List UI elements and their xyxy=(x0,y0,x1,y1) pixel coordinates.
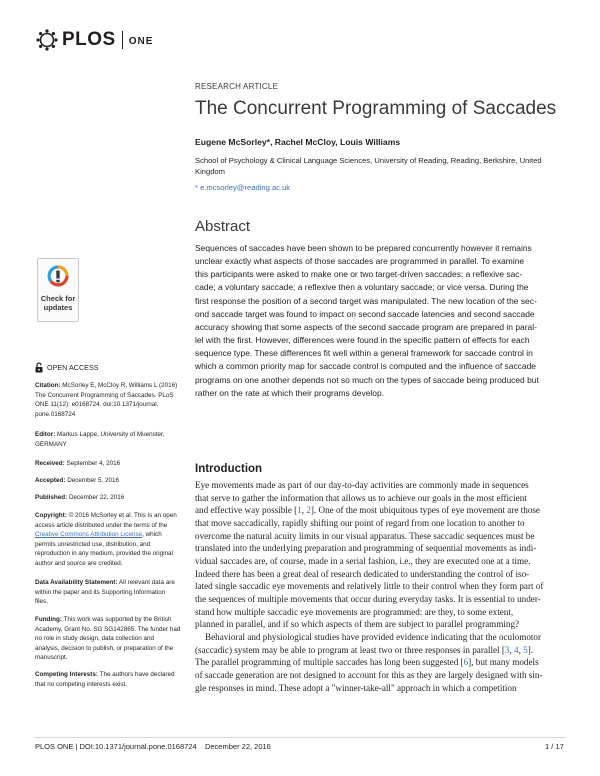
citation-label: Citation: xyxy=(35,382,61,389)
body-line: translated into the underlying preparation and programming of sequential movements as indi- xyxy=(195,543,537,554)
copyright-block xyxy=(35,511,177,569)
accepted-value: December 5, 2016 xyxy=(67,477,120,484)
copyright-text: , which xyxy=(142,531,162,539)
email-link[interactable]: e.mcsorley@reading.ac.uk xyxy=(200,183,291,192)
published-label: Published: xyxy=(35,494,68,501)
body-text: (saccadic) system may be able to program at least two or three responses in parallel [ xyxy=(195,644,505,655)
body-text: ], but many models xyxy=(468,657,539,668)
body-line: Indeed there has been a great deal of research dedicated to understanding the control of iso- xyxy=(195,568,530,579)
copyright-text: permits unrestricted use, distribution, and xyxy=(35,540,151,548)
citation-block xyxy=(35,381,178,419)
abstract-line: lel with the first. However, differences were found in the specific pattern of effects for each xyxy=(195,335,530,346)
check-updates-line: updates xyxy=(43,303,73,312)
copyright-text: access article distributed under the terms of the xyxy=(35,521,168,529)
article-title: The Concurrent Programming of Saccades xyxy=(195,98,557,119)
copyright-label: Copyright: xyxy=(35,512,67,519)
body-line: of saccade generation are not designed to account for this as they are largely designed with sin- xyxy=(195,669,543,680)
abstract-line: Sequences of saccades have been shown to be prepared concurrently however it remains xyxy=(195,243,532,253)
check-for-updates-badge[interactable] xyxy=(37,258,79,322)
body-line: gle responses in mind. These adopt a "winner-take-all" approach in which a competition xyxy=(195,682,517,693)
body-line: that move saccadically, rapidly shifting our point of regard from one location to another to xyxy=(195,517,525,528)
body-line: the sequences of multiple movements that occur during everyday tasks. It is essential to under- xyxy=(195,593,541,604)
abstract-line: this participants were asked to make one or two target-driven saccades: a reflexive sac- xyxy=(195,269,523,280)
logo-brand: PLOS xyxy=(62,29,116,50)
funding-text: This work was supported by the British xyxy=(63,616,172,623)
editor-label: Editor: xyxy=(35,431,56,438)
data-availability-block xyxy=(35,578,175,607)
published-value: December 22, 2016 xyxy=(68,494,125,501)
copyright-text: reproduction in any medium, provided the original xyxy=(35,550,173,558)
abstract-line: rather on the rate at which their programs develop. xyxy=(195,387,385,398)
logo-separator xyxy=(122,31,123,49)
abstract-line: accuracy showing that some aspects of the second saccade program are prepared in paral- xyxy=(195,321,537,332)
corresponding-marker: * xyxy=(195,183,198,192)
affiliation-line: School of Psychology & Clinical Language Sciences, University of Reading, Reading, Berkshire, United xyxy=(195,156,542,165)
citation-text: McSorley E, McCloy R, Williams L (2016) xyxy=(62,382,178,389)
citation-text: ONE 11(12): e0168724. doi:10.1371/journal. xyxy=(35,401,159,409)
abstract-line: unclear exactly what aspects of those saccades are programmed in parallel. To examine xyxy=(195,256,525,267)
competing-text: that no competing interests exist. xyxy=(35,680,128,688)
published-date xyxy=(35,493,165,503)
abstract-line: programs on one another depends not so much on the types of saccade being produced but xyxy=(195,374,539,385)
data-availability-text: All relevant data are xyxy=(118,579,175,586)
introduction-text xyxy=(195,479,567,694)
funding-text: no role in study design, data collection and xyxy=(35,635,155,643)
citation-text: pone.0168724 xyxy=(35,410,76,418)
copyright-text: author and source are credited. xyxy=(35,559,123,567)
copyright-text: © 2016 McSorley et al. This is an open xyxy=(68,512,177,519)
accepted-date xyxy=(35,476,165,486)
funding-block xyxy=(35,615,181,663)
reference-link[interactable]: 5 xyxy=(523,644,528,655)
abstract-line: ond saccade target was found to impact on second saccade latencies and second saccade xyxy=(195,308,535,319)
reference-link[interactable]: 1 xyxy=(297,505,302,516)
body-line xyxy=(195,656,567,669)
corresponding-email xyxy=(195,183,290,192)
open-lock-icon xyxy=(35,362,43,373)
check-updates-icon xyxy=(47,265,69,287)
reference-link[interactable]: 3 xyxy=(504,644,510,655)
data-availability-text: within the paper and its Supporting Information xyxy=(35,588,166,596)
introduction-heading: Introduction xyxy=(195,463,263,475)
body-line: planned in parallel, and if so which aspects of them are subject to parallel programming? xyxy=(195,619,520,630)
received-label: Received: xyxy=(35,460,65,467)
abstract-line: which a common priority map for saccade control is computed and the influence of saccade xyxy=(195,361,536,372)
cc-license-link[interactable]: Creative Commons Attribution License xyxy=(35,531,143,539)
data-availability-label: Data Availability Statement: xyxy=(35,579,118,586)
body-line: that serve to gather the information that allows us to achieve our goals in the most efficient xyxy=(195,492,527,503)
reference-link[interactable]: 2 xyxy=(306,505,311,516)
funding-text: manuscript. xyxy=(35,654,68,662)
body-text: ]. One of the most ubiquitous types of eye movement are those xyxy=(310,505,540,516)
plos-dots-icon xyxy=(36,29,58,51)
body-line: lated single saccadic eye movements and relatively little to their control when they form part of xyxy=(195,581,544,592)
body-line: and effective way possible [1, 2]. One of the most ubiquitous types of eye movement are those xyxy=(195,505,540,516)
body-line: overcome the natural acuity limits in our visual apparatus. These saccadic sequences must be xyxy=(195,530,535,541)
competing-label: Competing Interests: xyxy=(35,671,98,678)
received-value: September 4, 2016 xyxy=(66,460,121,467)
logo-journal: ONE xyxy=(128,35,154,47)
affiliation-line: Kingdom xyxy=(195,167,225,176)
open-access-label: OPEN ACCESS xyxy=(47,363,99,372)
reference-link[interactable]: 4 xyxy=(514,644,519,655)
affiliation xyxy=(195,155,555,177)
abstract-text xyxy=(195,242,565,400)
abstract-line: cade; a voluntary saccade; a reflexive then a voluntary saccade; or vice versa. During the xyxy=(195,282,529,293)
author-list: Eugene McSorley*, Rachel McCloy, Louis Williams xyxy=(195,137,401,147)
competing-text: The authors have declared xyxy=(99,671,175,678)
editor-block xyxy=(35,430,165,449)
plos-one-logo xyxy=(36,28,153,52)
funding-label: Funding: xyxy=(35,616,62,623)
citation-text: The Concurrent Programming of Saccades. PLoS xyxy=(35,391,174,399)
check-updates-line: Check for xyxy=(40,294,76,303)
body-text: ]. xyxy=(527,644,534,655)
reference-link[interactable]: 6 xyxy=(463,657,469,668)
editor-text: GERMANY xyxy=(35,440,67,448)
funding-text: analysis, decision to publish, or preparation of the xyxy=(35,644,174,652)
body-line: stand how multiple saccadic eye movements are programmed: are they, to some extent, xyxy=(195,606,514,617)
check-updates-label xyxy=(38,294,78,312)
received-date xyxy=(35,459,165,469)
abstract-heading: Abstract xyxy=(195,218,251,235)
body-line: Behavioral and physiological studies have provided evidence indicating that the oculomotor xyxy=(205,631,542,642)
footer-citation: PLOS ONE | DOI:10.1371/journal.pone.0168724 December 22, 2016 xyxy=(35,742,271,751)
abstract-line: sequence type. These differences fit well within a general framework for saccade control in xyxy=(195,348,533,359)
article-type: RESEARCH ARTICLE xyxy=(195,82,279,91)
open-access-badge xyxy=(35,362,99,373)
body-text: and effective way possible [ xyxy=(195,505,298,516)
editor-text: Markus Lappe, University of Muenster, xyxy=(57,431,165,438)
accepted-label: Accepted: xyxy=(35,477,66,484)
data-availability-text: files. xyxy=(35,598,48,606)
body-line: Eye movements made as part of our day-to-day activities are commonly made in sequences xyxy=(195,480,529,490)
abstract-line: first response the position of a second target was manipulated. The new location of the sec- xyxy=(195,295,537,306)
body-text: The parallel programming of multiple saccades has long been suggested [ xyxy=(195,657,464,668)
footer-divider xyxy=(35,737,565,738)
competing-interests-block xyxy=(35,670,175,689)
page-number: 1 / 17 xyxy=(545,742,564,751)
body-line: vidual saccades are, of course, made in a serial fashion, i.e., they are executed one at a time. xyxy=(195,555,531,566)
funding-text: Academy, Grant No. SG SG142865. The funder had xyxy=(35,625,181,633)
body-line: (saccadic) system may be able to program at least two or three responses in parallel [3, 4, 5]. xyxy=(195,644,534,655)
